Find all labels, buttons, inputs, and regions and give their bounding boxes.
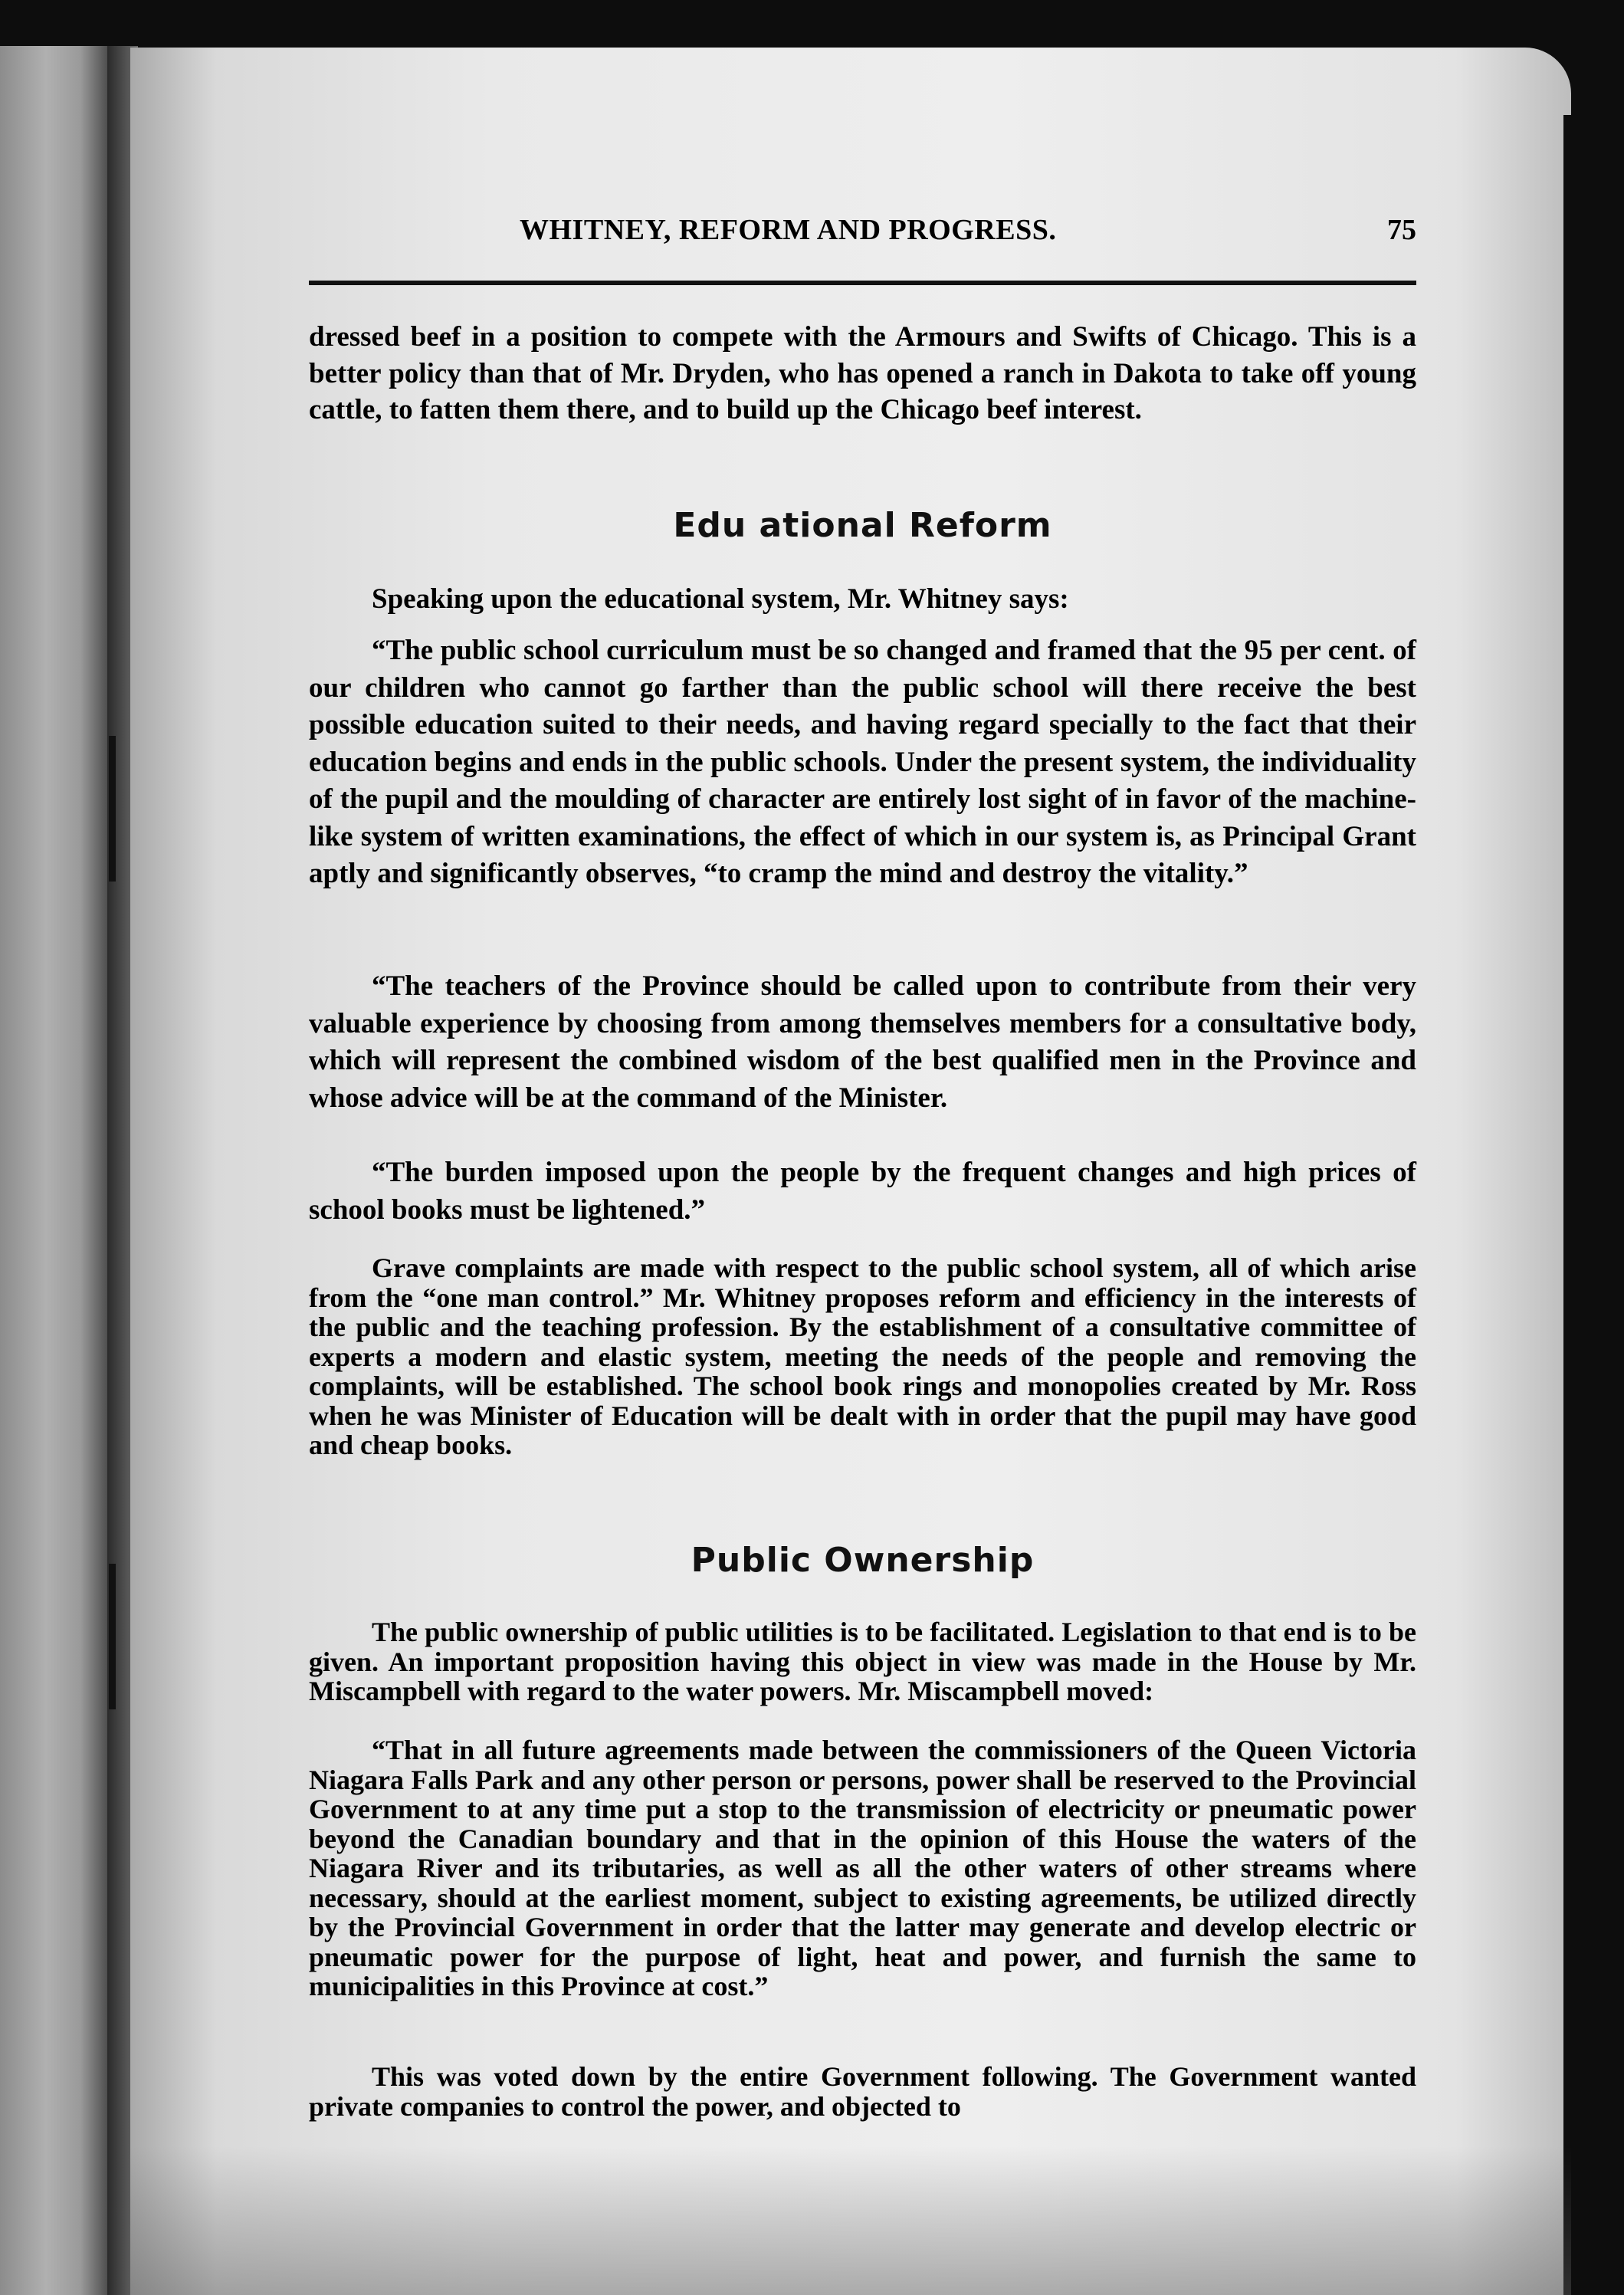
paragraph: Speaking upon the educational system, Mr. Whitney says: bbox=[372, 583, 1069, 615]
paragraph: This was voted down by the entire Government following. The Government wanted private companies to control the power, and objected to bbox=[309, 2061, 1416, 2122]
section-heading-educational-reform: Edu ational Reform bbox=[673, 506, 1052, 545]
paragraph: The public ownership of public utilities is to be facilitated. Legislation to that end is to be given. An important proposition having this object in view was made in the House by Mr. Miscampbell with regard to the water powers. Mr. Miscampbell moved: bbox=[309, 1617, 1416, 1706]
facing-page-edge bbox=[0, 46, 115, 2295]
binding-clip-mark bbox=[109, 1564, 116, 1709]
running-head bbox=[309, 213, 1416, 251]
binding-clip-mark bbox=[109, 736, 116, 882]
page-number: 75 bbox=[1387, 214, 1416, 246]
summary-paragraph: Grave complaints are made with respect to the public school system, all of which arise from the “one man control.” Mr. Whitney proposes reform and efficiency in the interests of the public and the teaching profession. By the establishment of a consultative committee of experts a modern and elastic system, meeting the needs of the people and removing the complaints, will be established. The school book rings and monopolies created by Mr. Ross when he was Minister of Education will be dealt with in order that the pupil may have good and cheap books. bbox=[309, 1253, 1416, 1460]
intro-paragraph: dressed beef in a position to compete with the Armours and Swifts of Chicago. This is a better policy than that of Mr. Dryden, who has opened a ranch in Dakota to take off young cattle, to fatten them there, and to build up the Chicago beef interest. bbox=[309, 321, 1416, 425]
quoted-paragraph: “The burden imposed upon the people by the frequent changes and high prices of school books must be lightened.” bbox=[309, 1157, 1416, 1226]
quoted-paragraph: “That in all future agreements made between the commissioners of the Queen Victoria Niagara Falls Park and any other person or persons, power shall be reserved to the Provincial Government to at any time put a stop to the transmission of electricity or pneumatic power beyond the Canadian boundary and that in the opinion of this House the waters of the Niagara River and its tributaries, as well as all the other waters of other streams where necessary, should at the earliest moment, subject to existing agreements, be utilized directly by the Provincial Government in order that the latter may generate and develop electric or pneumatic power for the purpose of light, heat and power, and furnish the same to municipalities in this Province at cost.” bbox=[309, 1735, 1416, 2001]
quoted-paragraph: “The teachers of the Province should be called upon to contribute from their very valuable experience by choosing from among themselves members for a consultative body, which will represent the combined wisdom of the best qualified men in the Province and whose advice will be at the command of the Minister. bbox=[309, 970, 1416, 1114]
running-title: WHITNEY, REFORM AND PROGRESS. bbox=[520, 214, 1057, 246]
section-heading-public-ownership: Public Ownership bbox=[691, 1541, 1035, 1580]
page-shadow bbox=[1563, 115, 1624, 2295]
header-rule bbox=[309, 281, 1416, 285]
quoted-paragraph: “The public school curriculum must be so changed and framed that the 95 per cent. of our children who cannot go farther than the public school will there receive the best possible education suited to their needs, and having regard specially to the fact that their education begins and ends in the public schools. Under the present system, the individuality of the pupil and the moulding of character are entirely lost sight of in favor of the machine-like system of written examinations, the effect of which in our system is, as Principal Grant aptly and significantly observes, “to cramp the mind and destroy the vitality.” bbox=[309, 635, 1416, 889]
scan-shading bbox=[130, 2146, 1571, 2295]
